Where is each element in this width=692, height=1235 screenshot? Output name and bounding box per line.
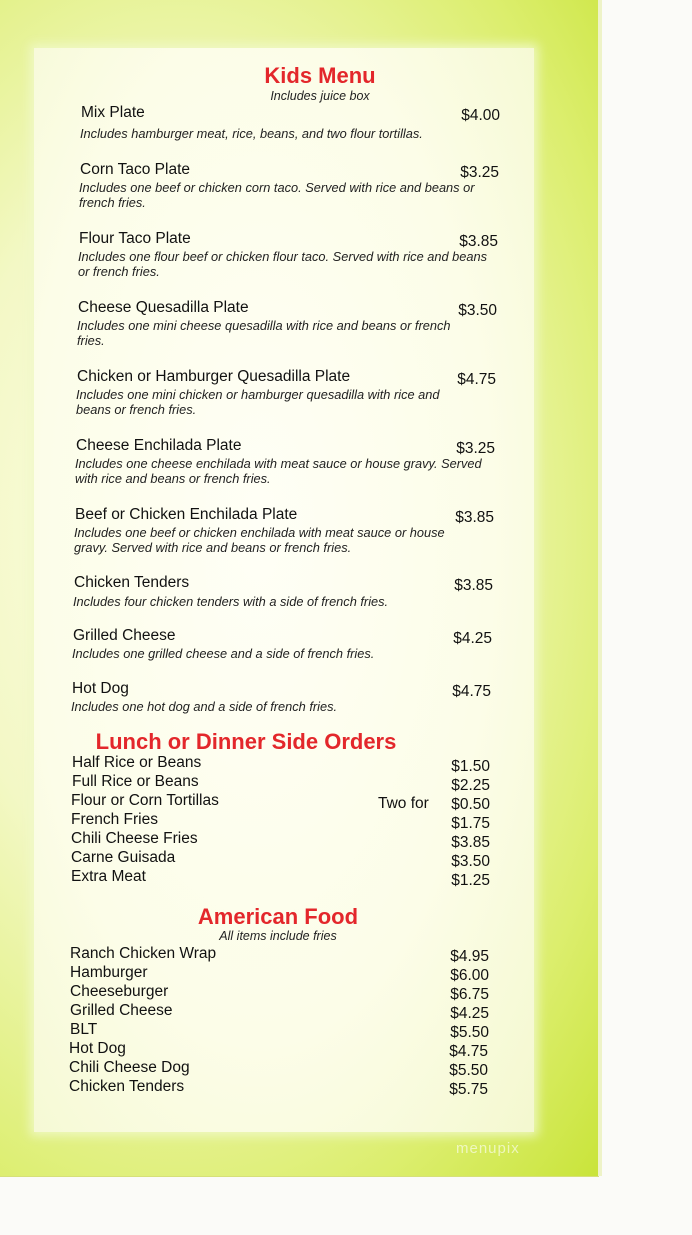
american-item-name: Chicken Tenders [69, 1078, 185, 1095]
kids-item-price: $3.85 [459, 233, 498, 250]
kids-menu-subtitle: Includes juice box [270, 89, 370, 103]
american-food-subtitle: All items include fries [219, 929, 337, 943]
kids-item-price: $4.75 [457, 371, 496, 388]
american-item-price: $5.50 [449, 1062, 488, 1079]
kids-item-price: $4.25 [453, 630, 492, 647]
side-item-price: $2.25 [451, 777, 490, 794]
kids-item-name: Chicken or Hamburger Quesadilla Plate [77, 368, 351, 385]
side-item-name: Half Rice or Beans [72, 754, 202, 771]
kids-item-price: $3.50 [458, 302, 497, 319]
side-item-price: $1.25 [451, 872, 490, 889]
american-item-name: Hot Dog [69, 1040, 126, 1057]
kids-item-name: Flour Taco Plate [79, 230, 191, 247]
side-item-name: Full Rice or Beans [72, 773, 199, 790]
kids-menu-title: Kids Menu [264, 63, 376, 88]
kids-item-desc: Includes one cheese enchilada with meat sauce or house gravy. Served with rice and beans or french fries. [75, 456, 482, 486]
kids-item-desc: Includes one beef or chicken corn taco. Served with rice and beans or french fries. [79, 180, 475, 210]
kids-item-desc: Includes one mini cheese quesadilla with rice and beans or french fries. [77, 318, 451, 348]
kids-item-price: $3.85 [454, 577, 493, 594]
kids-item-name: Cheese Quesadilla Plate [78, 299, 249, 316]
kids-item-desc: Includes hamburger meat, rice, beans, and two flour tortillas. [80, 126, 423, 141]
american-item-price: $5.50 [450, 1024, 489, 1041]
american-item-name: Grilled Cheese [70, 1002, 173, 1019]
american-item-price: $4.95 [450, 948, 489, 965]
side-item-price: $1.75 [451, 815, 490, 832]
american-item-name: Ranch Chicken Wrap [70, 945, 217, 962]
side-item-name: Extra Meat [71, 868, 146, 885]
kids-item-price: $4.75 [452, 683, 491, 700]
american-item-price: $4.75 [449, 1043, 488, 1060]
american-item-name: Cheeseburger [70, 983, 169, 1000]
side-item-name: Carne Guisada [71, 849, 176, 866]
kids-item-price: $3.85 [455, 509, 494, 526]
side-item-price: $0.50 [451, 796, 490, 813]
kids-item-name: Corn Taco Plate [80, 161, 190, 178]
kids-item-name: Beef or Chicken Enchilada Plate [75, 506, 298, 523]
american-item-name: Chili Cheese Dog [69, 1059, 190, 1076]
watermark: menupix [456, 1140, 520, 1157]
side-item-name: French Fries [71, 811, 158, 828]
kids-item-price: $4.00 [461, 107, 500, 124]
kids-item-name: Mix Plate [81, 104, 145, 121]
side-item-name: Chili Cheese Fries [71, 830, 198, 847]
sheet-edge [598, 0, 602, 1176]
kids-item-desc: Includes one beef or chicken enchilada with meat sauce or house gravy. Served with rice and beans or french fries. [74, 525, 445, 555]
american-food-title: American Food [197, 904, 359, 929]
side-orders-title: Lunch or Dinner Side Orders [95, 729, 397, 754]
kids-item-desc: Includes one mini chicken or hamburger quesadilla with rice and beans or french fries. [76, 387, 440, 417]
kids-item-desc: Includes four chicken tenders with a side of french fries. [73, 594, 389, 609]
american-item-price: $6.00 [450, 967, 489, 984]
american-item-price: $6.75 [450, 986, 489, 1003]
kids-item-name: Grilled Cheese [73, 627, 176, 644]
kids-item-desc: Includes one grilled cheese and a side of french fries. [72, 646, 375, 661]
side-item-price: $1.50 [451, 758, 490, 775]
kids-item-name: Chicken Tenders [74, 574, 190, 591]
american-item-name: Hamburger [70, 964, 148, 981]
american-item-price: $4.25 [450, 1005, 489, 1022]
kids-item-name: Hot Dog [72, 680, 129, 697]
kids-item-price: $3.25 [460, 164, 499, 181]
american-item-name: BLT [70, 1021, 98, 1038]
kids-item-price: $3.25 [456, 440, 495, 457]
kids-item-desc: Includes one hot dog and a side of french fries. [71, 699, 338, 714]
side-item-name: Flour or Corn Tortillas [71, 792, 219, 809]
kids-item-name: Cheese Enchilada Plate [76, 437, 242, 454]
american-item-price: $5.75 [449, 1081, 488, 1098]
side-item-note: Two for [378, 795, 429, 812]
side-item-price: $3.85 [451, 834, 490, 851]
kids-item-desc: Includes one flour beef or chicken flour taco. Served with rice and beans or french fries. [78, 249, 488, 279]
side-item-price: $3.50 [451, 853, 490, 870]
